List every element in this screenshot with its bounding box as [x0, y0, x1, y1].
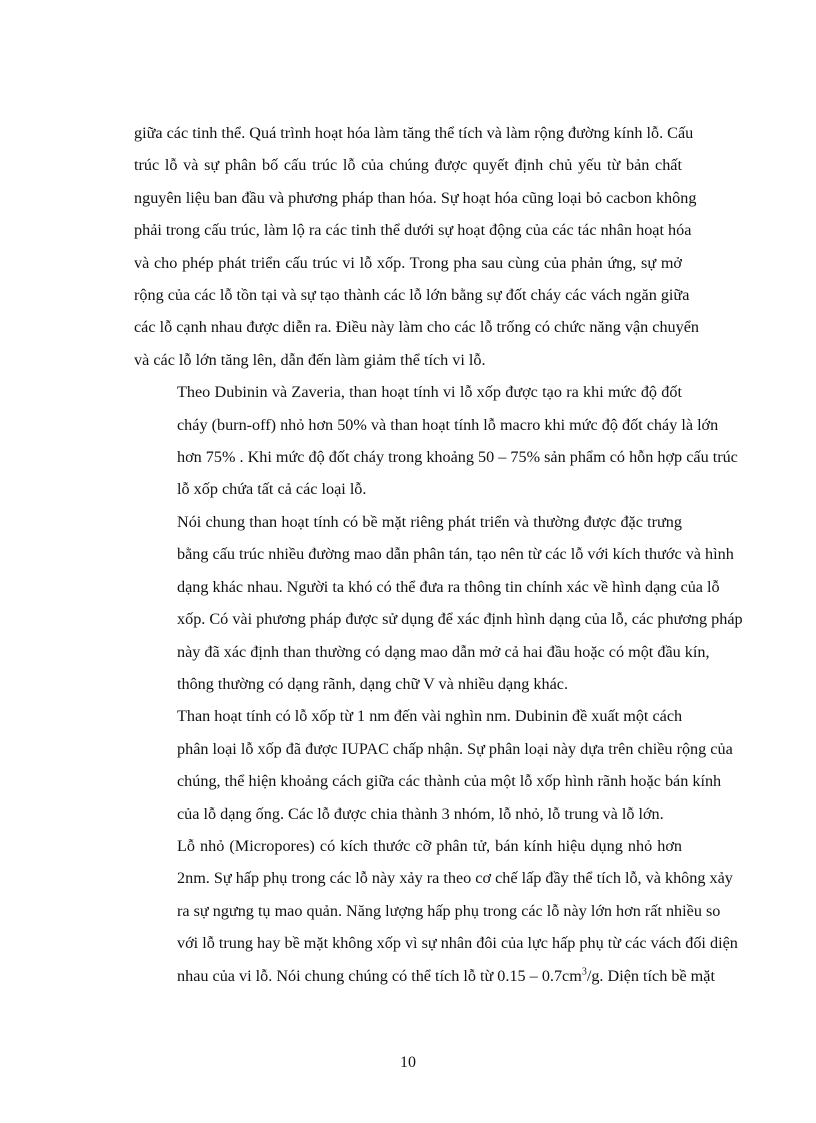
text-line: lỗ xốp chứa tất cả các loại lỗ. — [177, 480, 367, 499]
text-line: Lỗ nhỏ (Micropores) có kích thước cỡ phân tử, bán kính hiệu dụng nhỏ hơn — [177, 836, 682, 855]
superscript: 3 — [581, 966, 587, 978]
text-line: phân loại lỗ xốp đã được IUPAC chấp nhận. Sự phân loại này dựa trên chiều rộng của — [177, 739, 733, 758]
paragraph — [134, 117, 700, 376]
text-line: ra sự ngưng tụ mao quản. Năng lượng hấp phụ trong các lỗ này lớn hơn rất nhiều so — [177, 901, 721, 920]
text-line: Theo Dubinin và Zaveria, than hoạt tính vi lỗ xốp được tạo ra khi mức độ đốt — [177, 383, 682, 402]
text-line: chúng, thể hiện khoảng cách giữa các thành của một lỗ xốp hình rãnh hoặc bán kính — [177, 772, 722, 791]
text-line: giữa các tinh thể. Quá trình hoạt hóa làm tăng thể tích và làm rộng đường kính lỗ. Cấu — [134, 124, 694, 142]
paragraph — [134, 700, 733, 830]
text-line: thông thường có dạng rãnh, dạng chữ V và nhiều dạng khác. — [177, 674, 568, 693]
paragraph — [134, 830, 738, 992]
paragraph — [134, 506, 743, 700]
text-line: Nói chung than hoạt tính có bề mặt riêng phát triển và thường được đặc trưng — [177, 512, 682, 531]
text-fragment: /g. Diện tích bề mặt — [586, 966, 715, 985]
paragraph — [134, 376, 738, 506]
text-line: cháy (burn-off) nhỏ hơn 50% và than hoạt tính lỗ macro khi mức độ đốt cháy là lớn — [177, 415, 719, 434]
text-line: phải trong cấu trúc, làm lộ ra các tinh thể dưới sự hoạt động của các tác nhân hoạt hóa — [134, 221, 692, 240]
text-line: này đã xác định than thường có dạng mao dẫn mở cả hai đầu hoặc có một đầu kín, — [177, 642, 710, 661]
text-line: và các lỗ lớn tăng lên, dẫn đến làm giảm thể tích vi lỗ. — [134, 350, 486, 369]
text-line: nguyên liệu ban đầu và phương pháp than hóa. Sự hoạt hóa cũng loại bỏ cacbon không — [134, 188, 697, 207]
text-line: 2nm. Sự hấp phụ trong các lỗ này xảy ra theo cơ chế lấp đầy thể tích lỗ, và không xảy — [177, 869, 733, 888]
text-line: bằng cấu trúc nhiều đường mao dẫn phân tán, tạo nên từ các lỗ với kích thước và hình — [177, 545, 734, 564]
body-text — [134, 117, 743, 992]
text-line: hơn 75% . Khi mức độ đốt cháy trong khoảng 50 – 75% sản phẩm có hỗn hợp cấu trúc — [177, 448, 738, 467]
text-line — [134, 960, 715, 992]
text-line: với lỗ trung hay bề mặt không xốp vì sự nhân đôi của lực hấp phụ từ các vách đối diện — [177, 934, 738, 953]
page-number: 10 — [400, 1054, 416, 1071]
text-line: xốp. Có vài phương pháp được sử dụng để xác định hình dạng của lỗ, các phương pháp — [177, 610, 743, 629]
text-fragment: nhau của vi lỗ. Nói chung chúng có thể tích lỗ từ 0.15 – 0.7cm — [177, 966, 582, 985]
text-line: rộng của các lỗ tồn tại và sự tạo thành các lỗ lớn bằng sự đốt cháy các vách ngăn giữa — [134, 286, 690, 305]
text-line: các lỗ cạnh nhau được diễn ra. Điều này làm cho các lỗ trống có chức năng vận chuyển — [134, 318, 700, 337]
text-line: của lỗ dạng ống. Các lỗ được chia thành 3 nhóm, lỗ nhỏ, lỗ trung và lỗ lớn. — [177, 804, 664, 823]
text-line: dạng khác nhau. Người ta khó có thể đưa ra thông tin chính xác về hình dạng của lỗ — [177, 577, 720, 596]
text-line: trúc lỗ và sự phân bố cấu trúc lỗ của chúng được quyết định chủ yếu từ bản chất — [134, 156, 682, 175]
text-line: và cho phép phát triển cấu trúc vi lỗ xốp. Trong pha sau cùng của phản ứng, sự mở — [134, 253, 682, 272]
text-line: Than hoạt tính có lỗ xốp từ 1 nm đến vài nghìn nm. Dubinin đề xuất một cách — [177, 707, 683, 726]
